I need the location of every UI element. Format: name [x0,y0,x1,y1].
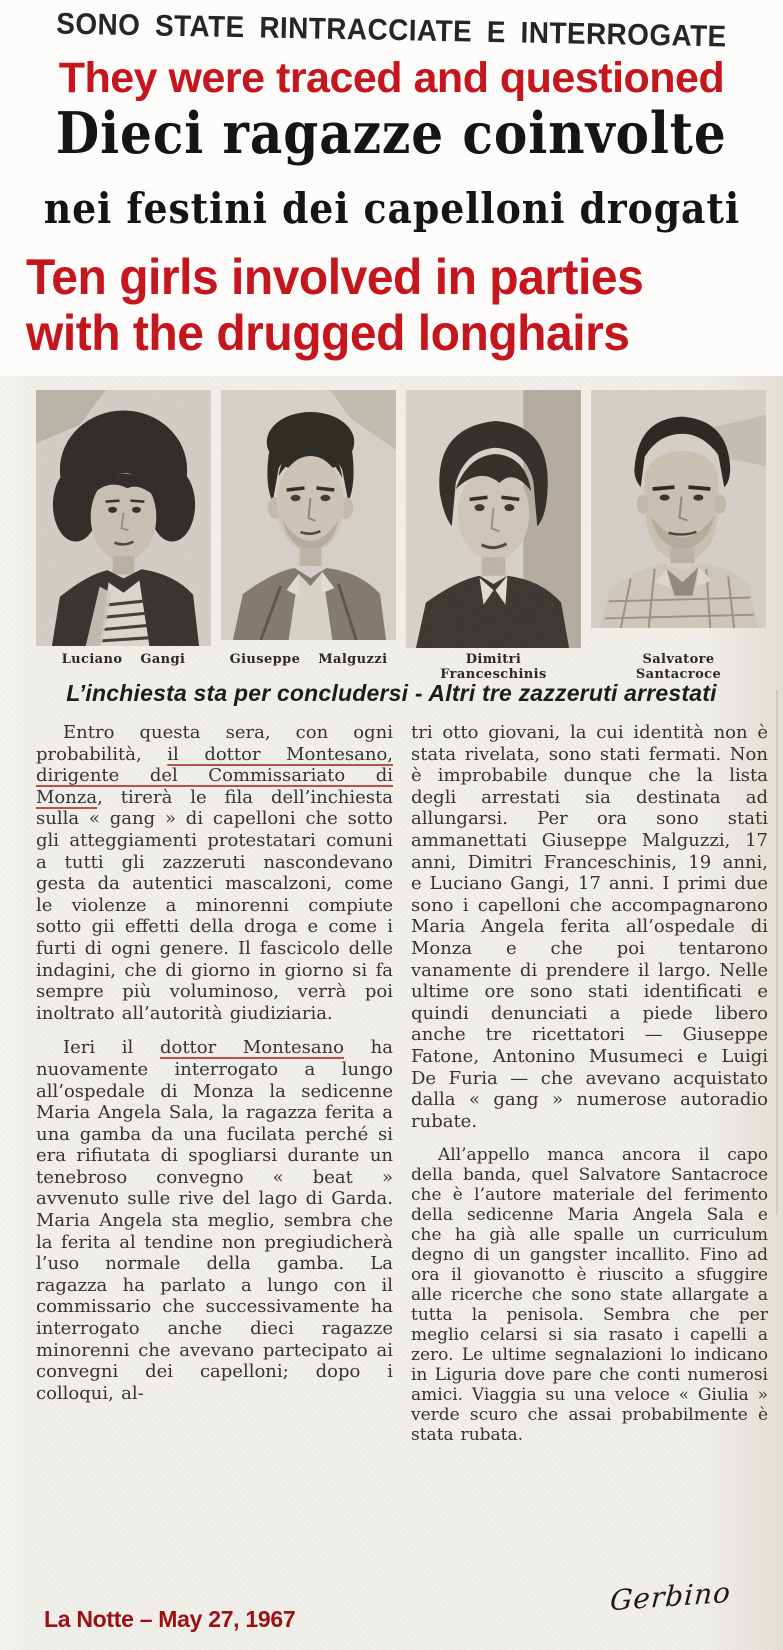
article-text: All’appello manca ancora il capo della banda, quel Salvatore Santacroce che è l’autore materiale del ferimento della sedicenne Maria Angela Sala e che ha già alle spalle un curriculum degno di un gangster incallito. Fino ad ora il giovanotto è riuscito a sfuggire alle ricerche che sono state allargate a tutta la penisola. Sembra che per meglio celarsi si sia rasato i capelli a zero. Le ultime segnalazioni lo indicano in Liguria dove pare che conti numerosi amici. Viaggia su una veloce « Giulia » verde scuro che assai probabilmente è stata rubata. [411,1145,768,1446]
translation-headline-line2 [26,304,655,362]
signature: Gerbino [608,1575,733,1618]
photo-caption-dimitri-franceschinis: Dimitri Franceschinis [440,652,547,682]
mugshot-image [591,390,766,628]
translation-headline-line1 [26,248,669,306]
red-underlined-phrase: dottor Montesano [159,1037,345,1059]
photo-caption-luciano-gangi: Luciano Gangi [61,652,186,667]
mugshot-photo-row [36,390,766,648]
article-text: ha nuovamente interrogato a lungo all’ospedale di Monza la sedicenne Maria Angela Sala, la ragazza ferita a una gamba da una fucilata perché si era rifiutata di spogliarsi durante un tenebroso convegno « beat » avvenuto sulle rive del lago di Garda. Maria Angela sta meglio, sembra che la ferita al tendine non pregiudicherà l’uso normale della gamba. La ragazza ha parlato a lungo con il commissario che successivamente ha interrogato anche dieci ragazze minorenni che avevano partecipato ai convegni dei capelloni; dopo i colloqui, al- [36,1037,394,1404]
kicker-headline [0,6,783,55]
scan-edge-line [776,690,778,1215]
article-text: Ieri il [63,1037,160,1059]
main-headline-line1 [0,100,783,167]
translation-text-2: with the drugged longhairs [26,305,630,361]
mugshot-image [36,390,211,646]
translation-kicker: They were traced and questioned [58,54,725,102]
article-text: tri otto giovani, la cui identità non è stata rivelata, sono stati fermati. Non è improbabile dunque che la lista degli arrestati sia destinata ad allungarsi. Per ora sono stati ammanettati Giuseppe Malguzzi, 17 anni, Dimitri Franceschinis, 19 anni, e Luciano Gangi, 17 anni. I primi due sono i capelloni che accompagnarono Maria Angela ferita all’ospedale di Monza e che poi tentarono vanamente di prendere il largo. Nelle ultime ore sono stati identificati e quindi denunciati a piede libero anche tre ricettatori — Giuseppe Fatone, Antonino Musumeci e Luigi De Furia — che avevano acquistato dalla « gang » numerose autoradio rubate. [411,722,768,1132]
article-column-left [36,722,393,1458]
article-text: , tirerà le fila dell’inchiesta sulla « gang » di capelloni che sotto gli atteggiamenti protestatari comuni a tutti gli zazzeruti nascondevano gesta da autentici mascalzoni, come le violenze a minorenni compiute sotto gii effetti della droga e come i furti di ogni genere. Il fascicolo delle indagini, che di giorno in giorno si fa sempre più voluminoso, verrà poi inoltrato all’autorità giudiziaria. [36,786,393,1024]
article-paragraph [36,722,393,1024]
article-text: Entro questa sera, con ogni probabilità, [36,722,393,765]
red-underlined-phrase: il dottor Montesano, dirigente del Commissariato di Monza [36,743,393,808]
article-paragraph [411,1145,768,1445]
kicker-text: SONO STATE RINTRACCIATE E INTERROGATE [56,7,727,54]
photo-caption-salvatore-santacroce: Salvatore Santacroce [635,652,722,682]
photo-caption-giuseppe-malguzzi: Giuseppe Malguzzi [229,652,388,667]
photo-dimitri-franceschinis [406,390,581,648]
headline-text-1: Dieci ragazze coinvolte [56,100,727,167]
translation-text-1: Ten girls involved in parties [26,249,644,305]
subheadline: L’inchiesta sta per concludersi - Altri tre zazzeruti arrestati [66,680,717,706]
photo-giuseppe-malguzzi [221,390,396,640]
article-body [36,722,768,1458]
photo-luciano-gangi [36,390,211,646]
photo-caption-row [36,652,766,682]
photo-salvatore-santacroce [591,390,766,628]
article-paragraph [36,1037,393,1404]
source-caption: La Notte – May 27, 1967 [44,1606,296,1632]
main-headline-line2 [0,184,783,233]
article-paragraph [411,722,768,1132]
mugshot-image [406,390,581,648]
headline-text-2: nei festini dei capelloni drogati [43,184,740,233]
mugshot-image [221,390,396,640]
article-column-right [411,722,768,1458]
